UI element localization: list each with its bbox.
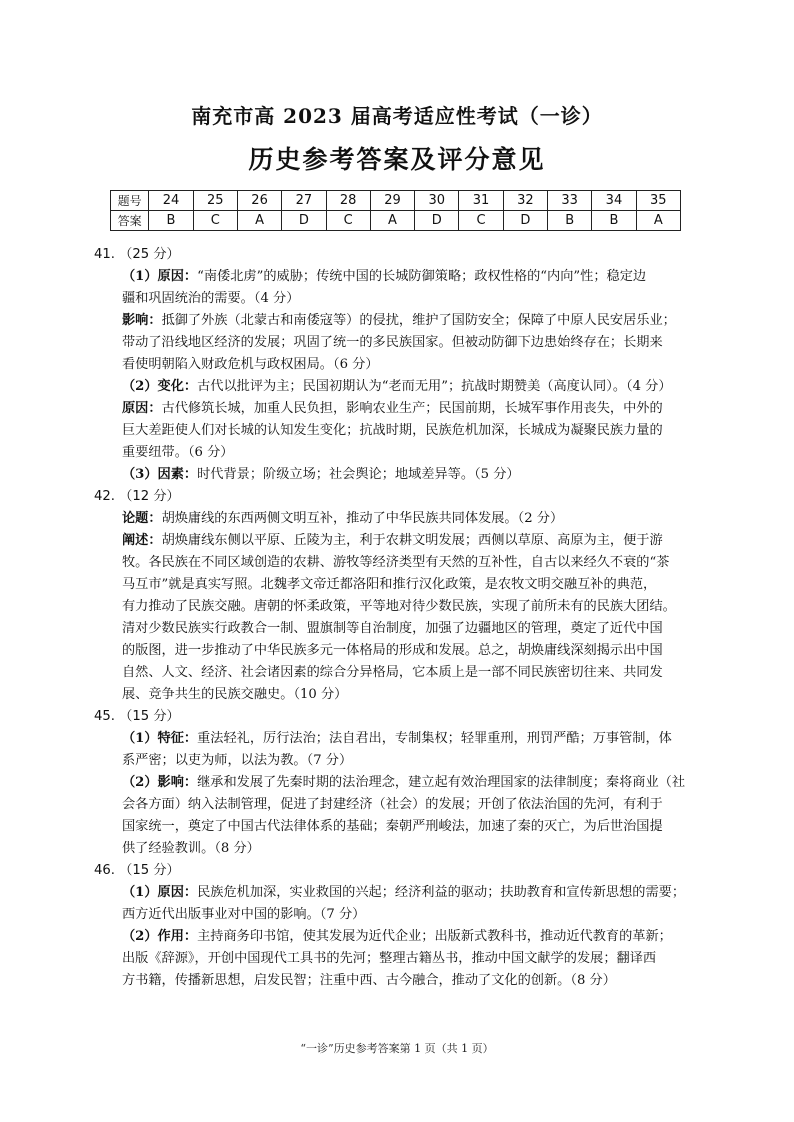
answer-cell: C <box>459 211 503 231</box>
answer-line: 展、竞争共生的民族交融史。（10 分） <box>122 687 348 702</box>
q41-part1 <box>94 266 702 288</box>
answer-line: 的版图，进一步推动了中华民族多元一体格局的形成和发展。总之，胡焕庸线深刻揭示出中国 <box>122 643 663 658</box>
q41-reason <box>94 398 702 420</box>
row-label-question: 题号 <box>111 191 149 211</box>
answer-line: 西方近代出版事业对中国的影响。（7 分） <box>122 907 366 922</box>
question-number: 31 <box>459 191 503 211</box>
answer-cell: B <box>592 211 636 231</box>
q46-heading: 46. （15 分） <box>94 863 180 878</box>
q42-heading: 42. （12 分） <box>94 489 180 504</box>
document-subtitle: 历史参考答案及评分意见 <box>248 145 546 174</box>
answer-cell: A <box>370 211 414 231</box>
question-number: 35 <box>636 191 680 211</box>
answer-cell: C <box>326 211 370 231</box>
question-number: 32 <box>503 191 547 211</box>
answer-line: 国家统一，奠定了中国古代法律体系的基础；秦朝严刑峻法，加速了秦的灭亡，为后世治国提 <box>122 819 663 834</box>
answer-cell: A <box>237 211 281 231</box>
answer-text: 继承和发展了先秦时期的法治理念，建立起有效治理国家的法律制度；秦将商业（社 <box>197 775 686 790</box>
answer-line: 马互市”就是真实写照。北魏孝文帝迁都洛阳和推行汉化政策，是农牧文明交融互补的典范， <box>122 577 657 592</box>
answer-line: 重要纽带。（6 分） <box>122 445 234 460</box>
section-label: 原因： <box>122 401 162 416</box>
row-label-answer: 答案 <box>111 211 149 231</box>
question-number: 30 <box>415 191 459 211</box>
answer-text: 古代修筑长城，加重人民负担，影响农业生产；民国前期，长城军事作用丧失，中外的 <box>161 401 663 416</box>
answer-text: 重法轻礼，厉行法治；法自君出，专制集权；轻罪重刑，刑罚严酷；万事管制，体 <box>197 731 672 746</box>
answer-line: 看使明朝陷入财政危机与政权困局。（6 分） <box>122 357 379 372</box>
question-number-row <box>111 191 681 211</box>
answer-cell: D <box>503 211 547 231</box>
answer-cell: C <box>193 211 237 231</box>
answer-line: 出版《辞源》，开创中国现代工具书的先河；整理古籍丛书，推动中国文献学的发展；翻译西 <box>122 951 657 966</box>
answer-line: 巨大差距使人们对长城的认知发生变化；抗战时期，民族危机加深，长城成为凝聚民族力量的 <box>122 423 663 438</box>
q45-heading: 45. （15 分） <box>94 709 180 724</box>
answer-row <box>111 211 681 231</box>
answer-line: 供了经验教训。（8 分） <box>122 841 260 856</box>
answer-cell: D <box>415 211 459 231</box>
section-label: （1）特征： <box>122 731 198 746</box>
exam-title: 南充市高 2023 届高考适应性考试（一诊） <box>191 104 603 128</box>
answer-text: 民族危机加深，实业救国的兴起；经济利益的驱动；扶助教育和宣传新思想的需要； <box>197 885 686 900</box>
section-label: （1）原因： <box>122 269 198 284</box>
answer-line: 系严密；以吏为师，以法为教。（7 分） <box>122 753 353 768</box>
answer-text: 古代以批评为主；民国初期认为“老而无用”；抗战时期赞美（高度认同）。（4 分） <box>197 379 672 394</box>
section-label: 阐述： <box>122 533 162 548</box>
answer-line: 方书籍，传播新思想，启发民智；注重中西、古今融合，推动了文化的创新。（8 分） <box>122 973 616 988</box>
question-number: 34 <box>592 191 636 211</box>
section-label: 影响： <box>122 313 162 328</box>
q42-thesis <box>94 508 702 530</box>
answer-line: 会各方面）纳入法制管理，促进了封建经济（社会）的发展；开创了依法治国的先河，有利于 <box>122 797 663 812</box>
question-number: 29 <box>370 191 414 211</box>
question-number: 27 <box>282 191 326 211</box>
q45-part2 <box>94 772 702 794</box>
section-label: （2）变化： <box>122 379 198 394</box>
q46-part2 <box>94 926 702 948</box>
question-number: 26 <box>237 191 281 211</box>
q46-part1 <box>94 882 702 904</box>
answer-cell: A <box>636 211 680 231</box>
answer-text: 主持商务印书馆，使其发展为近代企业；出版新式教科书，推动近代教育的革新； <box>197 929 672 944</box>
answer-text: “南倭北虏”的威胁；传统中国的长城防御策略；政权性格的“内向”性；稳定边 <box>197 269 647 284</box>
q41-impact <box>94 310 702 332</box>
section-label: （2）作用： <box>122 929 198 944</box>
page-footer: “一诊”历史参考答案第 1 页（共 1 页） <box>300 1042 494 1055</box>
q45-part1 <box>94 728 702 750</box>
answer-cell: B <box>548 211 592 231</box>
answer-line: 有力推动了民族交融。唐朝的怀柔政策，平等地对待少数民族，实现了前所未有的民族大团结。 <box>122 599 676 614</box>
question-number: 25 <box>193 191 237 211</box>
question-number: 24 <box>149 191 193 211</box>
section-label: （1）原因： <box>122 885 198 900</box>
answer-line: 自然、人文、经济、社会诸因素的综合分异格局，它本质上是一部不同民族密切往来、共同发 <box>122 665 663 680</box>
answer-cell: B <box>149 211 193 231</box>
section-label: （2）影响： <box>122 775 198 790</box>
answer-line: 清对少数民族实行政教合一制、盟旗制等自治制度，加强了边疆地区的管理，奠定了近代中国 <box>122 621 663 636</box>
answer-text: 时代背景；阶级立场；社会舆论；地域差异等。（5 分） <box>197 467 520 482</box>
section-label: （3）因素： <box>122 467 198 482</box>
answer-table <box>110 190 681 231</box>
q42-explain <box>94 530 702 552</box>
question-number: 33 <box>548 191 592 211</box>
answer-text: 胡焕庸线的东西两侧文明互补，推动了中华民族共同体发展。（2 分） <box>161 511 564 526</box>
q41-part2 <box>94 376 702 398</box>
q41-heading: 41. （25 分） <box>94 247 180 262</box>
section-label: 论题： <box>122 511 162 526</box>
answer-content <box>94 244 702 992</box>
answer-line: 带动了沿线地区经济的发展；巩固了统一的多民族国家。但被动防御下边患始终存在；长期来 <box>122 335 663 350</box>
answer-line: 牧。各民族在不同区域创造的农耕、游牧等经济类型有天然的互补性，自古以来经久不衰的“茶 <box>122 555 670 570</box>
answer-text: 胡焕庸线东侧以平原、丘陵为主，利于农耕文明发展；西侧以草原、高原为主，便于游 <box>161 533 663 548</box>
q41-part3 <box>94 464 702 486</box>
answer-text: 抵御了外族（北蒙古和南倭寇等）的侵扰，维护了国防安全；保障了中原人民安居乐业； <box>161 313 676 328</box>
question-number: 28 <box>326 191 370 211</box>
answer-cell: D <box>282 211 326 231</box>
answer-line: 疆和巩固统治的需要。（4 分） <box>122 291 300 306</box>
